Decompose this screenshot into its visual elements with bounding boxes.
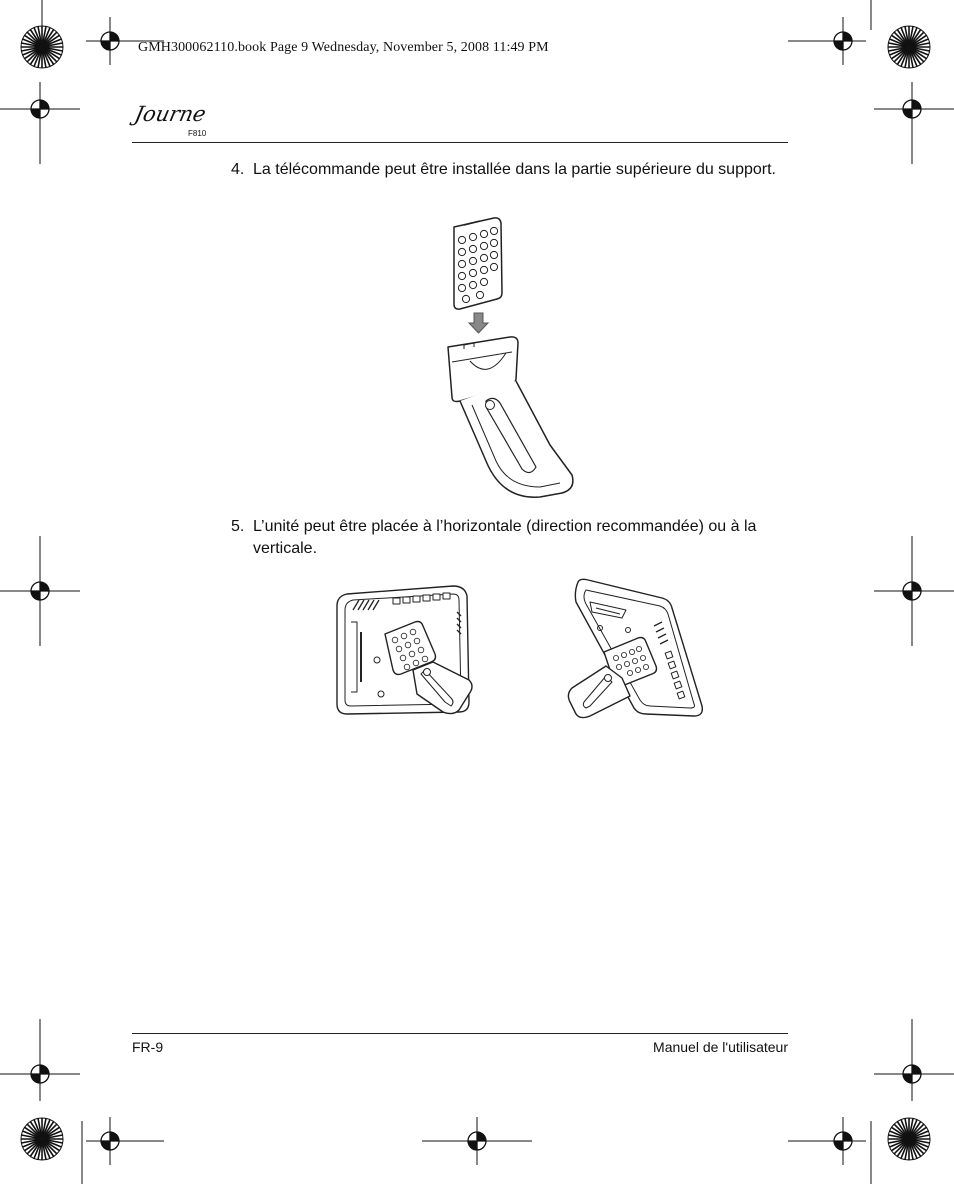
manual-title: Manuel de l'utilisateur (653, 1039, 788, 1055)
model-label: F810 (188, 129, 207, 138)
print-header: GMH300062110.book Page 9 Wednesday, November 5, 2008 11:49 PM (138, 40, 549, 55)
step-number: 5. (231, 518, 245, 535)
step-text: La télécommande peut être installée dans la partie supérieure du support. (253, 161, 776, 178)
step-text: L’unité peut être placée à l’horizontale (direction recommandée) ou à la verticale. (253, 518, 757, 557)
brand-logo-text: Journe (132, 102, 209, 126)
page-number: FR-9 (132, 1039, 164, 1055)
step-number: 4. (231, 161, 245, 178)
